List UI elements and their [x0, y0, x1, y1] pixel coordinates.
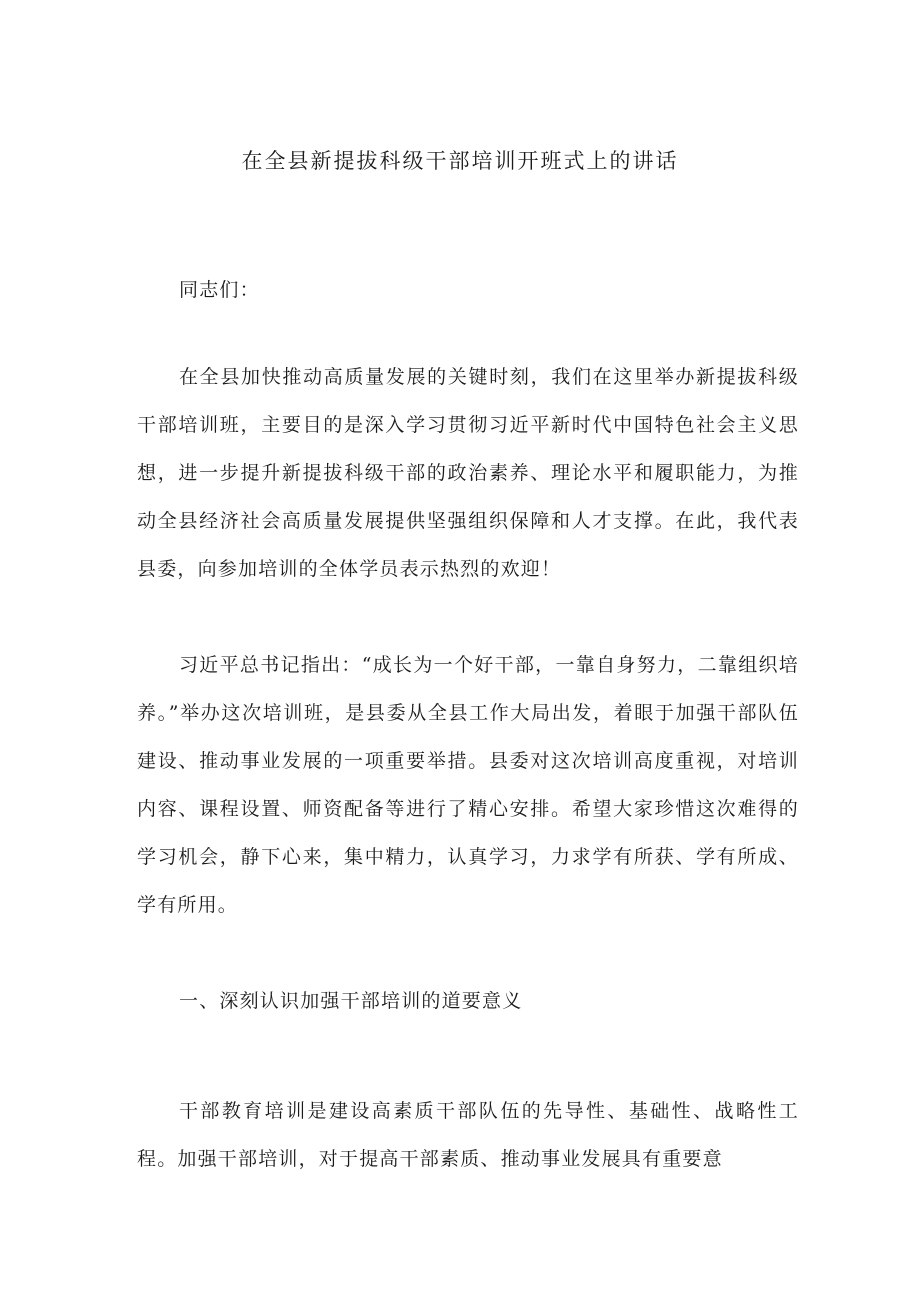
section-paragraph: 干部教育培训是建设高素质干部队伍的先导性、基础性、战略性工程。加强干部培训，对于提高干部素质、推动事业发展具有重要意 — [137, 1100, 799, 1170]
salutation: 同志们： — [179, 279, 260, 301]
body-paragraph-2: 习近平总书记指出：“成长为一个好干部，一靠自身努力，二靠组织培养。”举办这次培训班，是县委从全县工作大局出发，着眼于加强干部队伍建设、推动事业发展的一项重要举措。县委对这次培训高度重视，对培训内容、课程设置、师资配备等进行了精心安排。希望大家珍惜这次难得的学习机会，静下心来，集中精力，认真学习，力求学有所获、学有所成、学有所用。 — [137, 654, 799, 916]
document-title: 在全县新提拔科级干部培训开班式上的讲话 — [241, 149, 679, 173]
body-paragraph-1: 在全县加快推动高质量发展的关键时刻，我们在这里举办新提拔科级干部培训班，主要目的是深入学习贯彻习近平新时代中国特色社会主义思想，进一步提升新提拔科级干部的政治素养、理论水平和履职能力，为推动全县经济社会高质量发展提供坚强组织保障和人才支撑。在此，我代表县委，向参加培训的全体学员表示热烈的欢迎！ — [137, 366, 799, 580]
section-heading: 一、深刻认识加强干部培训的道要意义 — [179, 990, 523, 1012]
